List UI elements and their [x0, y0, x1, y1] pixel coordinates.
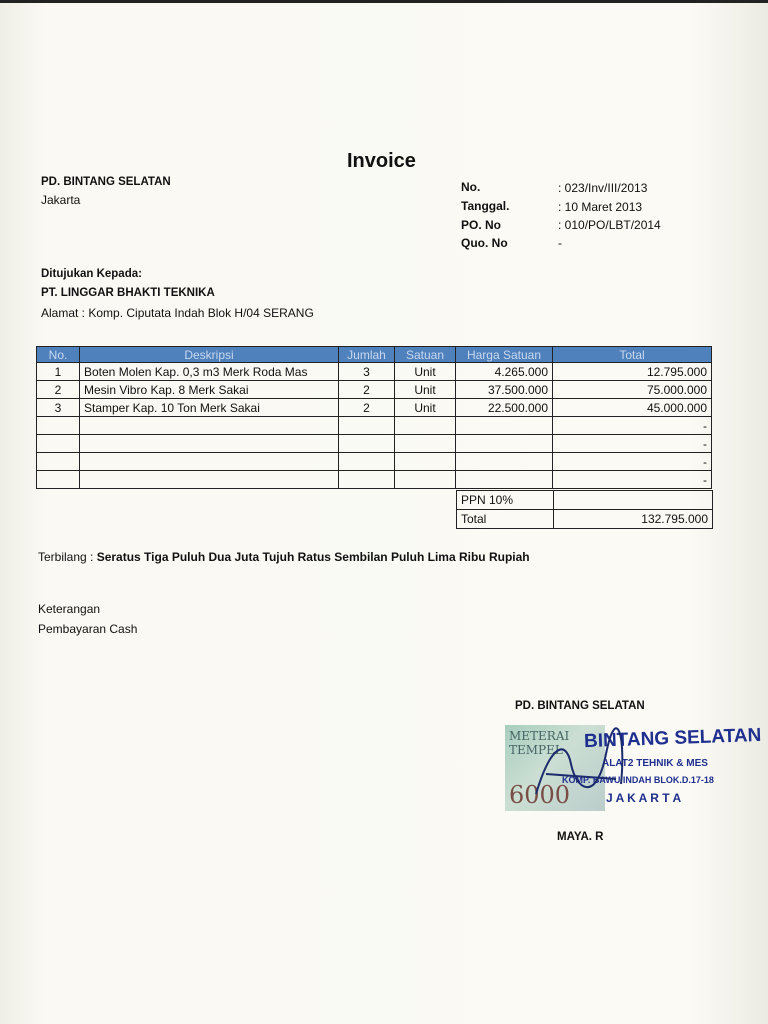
- total-label: Total: [457, 510, 554, 529]
- row-total: 45.000.000: [553, 399, 712, 417]
- table-row: [37, 399, 712, 417]
- row-unit: [395, 435, 456, 453]
- row-unit: [395, 471, 456, 489]
- company-stamp: [506, 724, 762, 816]
- header-no: No.: [37, 347, 80, 363]
- row-unit: Unit: [395, 399, 456, 417]
- stamp-title: BINTANG SELATAN: [583, 724, 762, 753]
- total-value: 132.795.000: [554, 510, 713, 529]
- signer-name: MAYA. R: [557, 831, 604, 843]
- meta-value-no: : 023/Inv/III/2013: [558, 181, 648, 195]
- row-unit-price: [456, 453, 553, 471]
- row-quantity: [339, 453, 395, 471]
- meta-label-quo: Quo. No: [461, 236, 508, 250]
- amount-in-words-label: Terbilang :: [38, 550, 97, 564]
- notes-label: Keterangan: [38, 602, 101, 616]
- amount-in-words-text: Seratus Tiga Puluh Dua Juta Tujuh Ratus Sembilan Puluh Lima Ribu Rupiah: [96, 550, 530, 564]
- row-no: 1: [37, 363, 80, 381]
- meta-value-date: : 10 Maret 2013: [558, 200, 643, 214]
- row-description: Stamper Kap. 10 Ton Merk Sakai: [80, 399, 339, 417]
- row-total: 75.000.000: [553, 381, 712, 399]
- row-unit-price: [456, 471, 553, 489]
- row-quantity: 2: [339, 399, 395, 417]
- notes-text: Pembayaran Cash: [38, 622, 138, 636]
- table-row: [37, 417, 712, 435]
- table-row: [37, 471, 712, 489]
- row-quantity: 2: [339, 381, 395, 399]
- row-total: -: [553, 453, 712, 471]
- row-description: [80, 417, 339, 435]
- row-total: -: [553, 417, 712, 435]
- row-unit-price: 22.500.000: [456, 399, 553, 417]
- row-no: [37, 453, 80, 471]
- row-unit-price: 4.265.000: [456, 363, 553, 381]
- row-unit-price: 37.500.000: [456, 381, 553, 399]
- row-quantity: [339, 435, 395, 453]
- items-table: [36, 346, 712, 489]
- row-quantity: 3: [339, 363, 395, 381]
- header-total: Total: [553, 347, 712, 363]
- row-quantity: [339, 417, 395, 435]
- meta-label-date: Tanggal.: [461, 199, 510, 213]
- row-quantity: [339, 471, 395, 489]
- row-no: 2: [37, 381, 80, 399]
- signature-scribble: [526, 724, 636, 816]
- revenue-stamp-value: 6000: [509, 781, 571, 809]
- row-no: [37, 435, 80, 453]
- invoice-title: Invoice: [347, 150, 416, 172]
- table-header-row: [37, 347, 712, 363]
- row-unit-price: [456, 435, 553, 453]
- company-city: Jakarta: [41, 193, 81, 207]
- signature-company: PD. BINTANG SELATAN: [515, 700, 645, 712]
- summary-table: [456, 490, 713, 529]
- meta-label-po: PO. No: [461, 218, 502, 232]
- header-unit: Satuan: [395, 347, 456, 363]
- table-row: [37, 453, 712, 471]
- header-quantity: Jumlah: [339, 347, 395, 363]
- row-unit-price: [456, 417, 553, 435]
- row-total: 12.795.000: [553, 363, 712, 381]
- meta-label-no: No.: [461, 180, 481, 194]
- row-description: Boten Molen Kap. 0,3 m3 Merk Roda Mas: [80, 363, 339, 381]
- table-row: [37, 363, 712, 381]
- row-no: [37, 471, 80, 489]
- meta-value-quo: -: [558, 236, 562, 250]
- meta-value-po: : 010/PO/LBT/2014: [558, 218, 661, 232]
- row-description: Mesin Vibro Kap. 8 Merk Sakai: [80, 381, 339, 399]
- recipient-name: PT. LINGGAR BHAKTI TEKNIKA: [41, 287, 215, 299]
- row-no: [37, 417, 80, 435]
- table-row: [37, 381, 712, 399]
- scan-edge: [0, 0, 768, 3]
- row-description: [80, 435, 339, 453]
- stamp-line1: ALAT2 TEHNIK & MES: [602, 758, 708, 769]
- row-description: [80, 453, 339, 471]
- row-description: [80, 471, 339, 489]
- row-unit: [395, 417, 456, 435]
- stamp-line2: KOMP. BAWU INDAH BLOK.D.17-18: [562, 775, 714, 785]
- ppn-value: [554, 491, 713, 510]
- row-unit: [395, 453, 456, 471]
- header-unit-price: Harga Satuan: [456, 347, 553, 363]
- stamp-city: J A K A R T A: [606, 791, 682, 805]
- row-no: 3: [37, 399, 80, 417]
- company-name: PD. BINTANG SELATAN: [41, 176, 171, 188]
- row-total: -: [553, 471, 712, 489]
- recipient-heading: Ditujukan Kepada:: [41, 268, 142, 280]
- row-unit: Unit: [395, 363, 456, 381]
- header-description: Deskripsi: [80, 347, 339, 363]
- revenue-stamp-word: METERAI TEMPEL: [509, 729, 570, 757]
- total-row: [457, 510, 713, 529]
- ppn-label: PPN 10%: [457, 491, 554, 510]
- ppn-row: [457, 491, 713, 510]
- amount-in-words: [38, 550, 530, 564]
- recipient-address: Alamat : Komp. Ciputata Indah Blok H/04 SERANG: [41, 306, 314, 320]
- row-total: -: [553, 435, 712, 453]
- table-row: [37, 435, 712, 453]
- row-unit: Unit: [395, 381, 456, 399]
